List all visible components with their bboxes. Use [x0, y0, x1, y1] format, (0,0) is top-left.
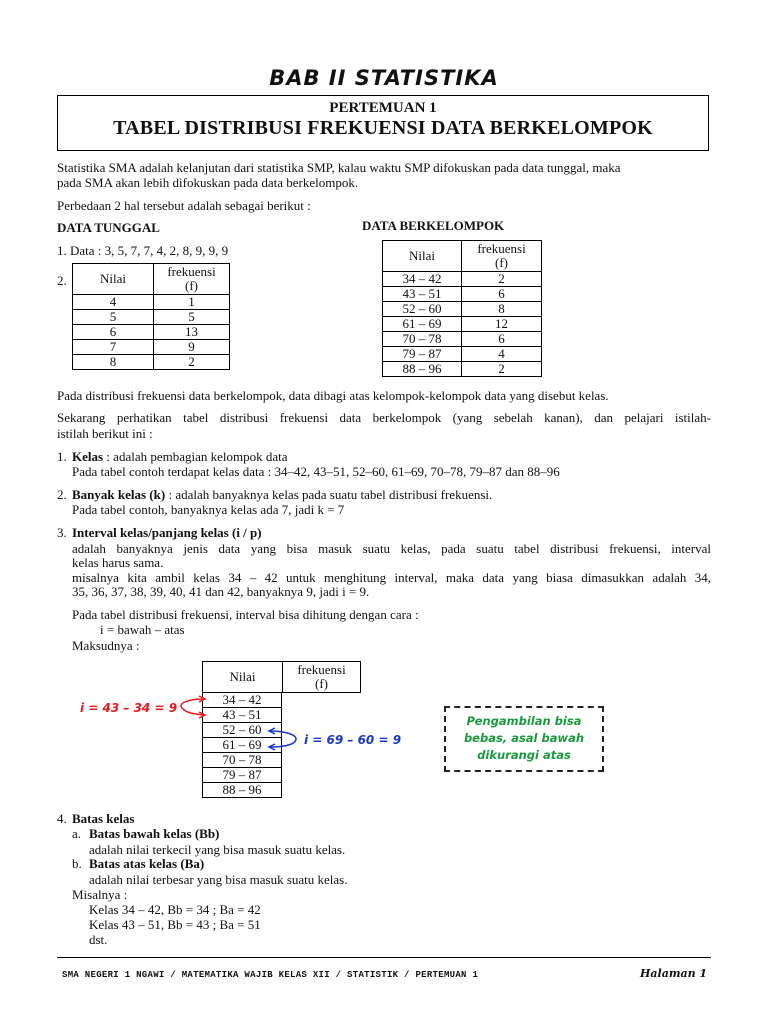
- interval-formula: i = bawah – atas: [100, 622, 185, 637]
- item-2-number: 2.: [57, 487, 67, 502]
- single-table-header-f-label: (f): [185, 278, 198, 293]
- nilai-cell: 43 – 51: [383, 287, 462, 302]
- table-row: [383, 362, 542, 377]
- nilai-cell: 61 – 69: [383, 317, 462, 332]
- item-3-line-2: kelas harus sama.: [72, 555, 164, 570]
- item-3-maksudnya: Maksudnya :: [72, 638, 140, 653]
- example-line-2: Kelas 43 – 51, Bb = 43 ; Ba = 51: [89, 917, 261, 932]
- single-table-header-frekuensi-label: frekuensi: [167, 264, 216, 279]
- single-table-header-frekuensi: [154, 264, 230, 295]
- intro-line-3: Perbedaan 2 hal tersebut adalah sebagai berikut :: [57, 198, 311, 213]
- nilai-cell: 7: [73, 340, 154, 355]
- example-line-1: Kelas 34 – 42, Bb = 34 ; Ba = 42: [89, 902, 261, 917]
- example-interval-table: [202, 661, 361, 693]
- frekuensi-cell: 12: [462, 317, 542, 332]
- red-interval-annotation: i = 43 – 34 = 9: [80, 701, 178, 715]
- sub-a-definition: adalah nilai terkecil yang bisa masuk suatu kelas.: [89, 842, 346, 857]
- nilai-cell: 79 – 87: [383, 347, 462, 362]
- table-row: [203, 768, 282, 783]
- note-box: [444, 706, 604, 772]
- table-row: [383, 347, 542, 362]
- table-row: [383, 317, 542, 332]
- nilai-cell: 61 – 69: [203, 738, 282, 753]
- item-3-line-5: Pada tabel distribusi frekuensi, interval bisa dihitung dengan cara :: [72, 607, 419, 622]
- item-1-definition: : adalah pembagian kelompok data: [103, 449, 288, 464]
- red-bracket-arrow-icon: [170, 694, 220, 722]
- footer-text: SMA NEGERI 1 NGAWI / MATEMATIKA WAJIB KELAS XII / STATISTIK / PERTEMUAN 1: [62, 970, 479, 980]
- table-row: [383, 302, 542, 317]
- item-1-line-1: [72, 449, 288, 464]
- item-3-line-3: misalnya kita ambil kelas 34 – 42 untuk menghitung interval, maka data yang biasa dimasukkan adalah 34,: [72, 570, 711, 585]
- table-row: [73, 310, 230, 325]
- nilai-cell: 34 – 42: [203, 693, 282, 708]
- paragraph-intro-terms-line-1: Sekarang perhatikan tabel distribusi frekuensi data berkelompok (yang sebelah kanan), dan pelajari istilah-: [57, 410, 711, 425]
- title-box: [57, 95, 709, 151]
- item-3-line-1: adalah banyaknya jenis data yang bisa masuk suatu kelas, pada suatu tabel distribusi frekuensi, interval: [72, 541, 711, 556]
- grouped-table-header-nilai: Nilai: [383, 241, 462, 272]
- item-3-number: 3.: [57, 525, 67, 540]
- frekuensi-cell: 6: [462, 287, 542, 302]
- sub-a-label: a.: [72, 826, 82, 841]
- table-row: [203, 783, 282, 798]
- item-4-number: 4.: [57, 811, 67, 826]
- table-row: [73, 355, 230, 370]
- nilai-cell: 79 – 87: [203, 768, 282, 783]
- single-table-header-nilai: Nilai: [73, 264, 154, 295]
- item-2-line-1: [72, 487, 492, 502]
- paragraph-kelas-definition: Pada distribusi frekuensi data berkelompok, data dibagi atas kelompok-kelompok data yang disebut kelas.: [57, 388, 609, 403]
- frekuensi-cell: 8: [462, 302, 542, 317]
- misalnya-label: Misalnya :: [72, 887, 128, 902]
- example-table-header-f-label: (f): [315, 676, 328, 691]
- grouped-data-table: [382, 240, 542, 377]
- paragraph-intro-terms-line-2: istilah berikut ini :: [57, 426, 153, 441]
- frekuensi-cell: 2: [462, 272, 542, 287]
- frekuensi-cell: 9: [154, 340, 230, 355]
- single-data-table: [72, 263, 230, 370]
- footer-divider: [57, 957, 711, 958]
- sub-a-term: Batas bawah kelas (Bb): [89, 826, 220, 841]
- grouped-table-header-frekuensi-label: frekuensi: [477, 241, 526, 256]
- table-row: [383, 287, 542, 302]
- sub-b-label: b.: [72, 856, 82, 871]
- note-line: bebas, asal bawah: [463, 731, 585, 745]
- sub-b-term: Batas atas kelas (Ba): [89, 856, 205, 871]
- frekuensi-cell: 4: [462, 347, 542, 362]
- intro-line-2: pada SMA akan lebih difokuskan pada data berkelompok.: [57, 175, 359, 190]
- blue-bracket-arrow-icon: [262, 726, 304, 754]
- frekuensi-cell: 1: [154, 295, 230, 310]
- item-2-term: Banyak kelas (k): [72, 487, 166, 502]
- item-1-term: Kelas: [72, 449, 104, 464]
- table-row: [73, 325, 230, 340]
- sub-b-definition: adalah nilai terbesar yang bisa masuk suatu kelas.: [89, 872, 348, 887]
- nilai-cell: 70 – 78: [383, 332, 462, 347]
- frekuensi-cell: 2: [154, 355, 230, 370]
- blue-interval-annotation: i = 69 – 60 = 9: [304, 733, 402, 747]
- item-1-line-2: Pada tabel contoh terdapat kelas data : 34–42, 43–51, 52–60, 61–69, 70–78, 79–87 dan 88–96: [72, 464, 560, 479]
- intro-line-1: Statistika SMA adalah kelanjutan dari statistika SMP, kalau waktu SMP difokuskan pada data tunggal, maka: [57, 160, 621, 175]
- nilai-cell: 6: [73, 325, 154, 340]
- note-line: dikurangi atas: [477, 748, 571, 762]
- nilai-cell: 88 – 96: [203, 783, 282, 798]
- nilai-cell: 88 – 96: [383, 362, 462, 377]
- frekuensi-cell: 2: [462, 362, 542, 377]
- table-row: [383, 332, 542, 347]
- item-3-term: Interval kelas/panjang kelas (i / p): [72, 525, 262, 540]
- example-dst: dst.: [89, 932, 108, 947]
- page-title: TABEL DISTRIBUSI FREKUENSI DATA BERKELOMPOK: [113, 117, 653, 139]
- example-table-header-nilai: Nilai: [203, 662, 283, 693]
- page-number: Halaman 1: [640, 967, 708, 980]
- nilai-cell: 8: [73, 355, 154, 370]
- nilai-cell: 70 – 78: [203, 753, 282, 768]
- meeting-subtitle: PERTEMUAN 1: [329, 100, 437, 116]
- example-table-header-frekuensi: [283, 662, 361, 693]
- nilai-cell: 43 – 51: [203, 708, 282, 723]
- example-table-header-frekuensi-label: frekuensi: [297, 662, 346, 677]
- data-tunggal-heading: DATA TUNGGAL: [57, 220, 160, 235]
- item-4-term: Batas kelas: [72, 811, 135, 826]
- frekuensi-cell: 5: [154, 310, 230, 325]
- note-line: Pengambilan bisa: [466, 714, 582, 728]
- chapter-heading: BAB II STATISTIKA: [269, 66, 499, 90]
- item-3-line-4: 35, 36, 37, 38, 39, 40, 41 dan 42, banyaknya 9, jadi i = 9.: [72, 584, 370, 599]
- nilai-cell: 5: [73, 310, 154, 325]
- item-2-line-2: Pada tabel contoh, banyaknya kelas ada 7, jadi k = 7: [72, 502, 345, 517]
- nilai-cell: 4: [73, 295, 154, 310]
- table-row: [383, 272, 542, 287]
- table-row: [203, 753, 282, 768]
- table-row: [73, 295, 230, 310]
- data-tunggal-item-1: 1. Data : 3, 5, 7, 7, 4, 2, 8, 9, 9, 9: [57, 243, 229, 258]
- item-1-number: 1.: [57, 449, 67, 464]
- nilai-cell: 52 – 60: [383, 302, 462, 317]
- data-tunggal-item-2-number: 2.: [57, 273, 67, 288]
- frekuensi-cell: 6: [462, 332, 542, 347]
- frekuensi-cell: 13: [154, 325, 230, 340]
- grouped-table-header-f-label: (f): [495, 255, 508, 270]
- table-row: [73, 340, 230, 355]
- nilai-cell: 34 – 42: [383, 272, 462, 287]
- item-2-definition: : adalah banyaknya kelas pada suatu tabel distribusi frekuensi.: [165, 487, 493, 502]
- nilai-cell: 52 – 60: [203, 723, 282, 738]
- data-berkelompok-heading: DATA BERKELOMPOK: [362, 218, 505, 233]
- grouped-table-header-frekuensi: [462, 241, 542, 272]
